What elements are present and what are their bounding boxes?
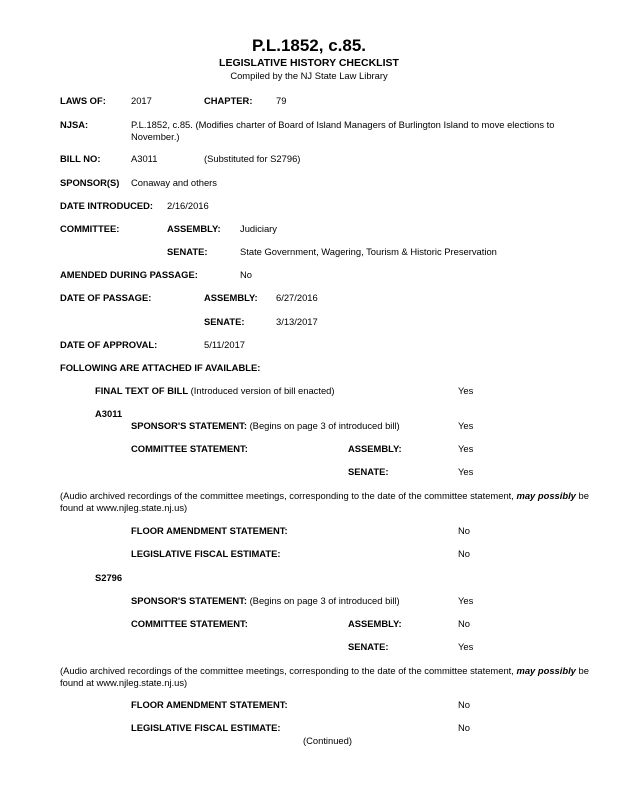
s2796-committee-label: COMMITTEE STATEMENT: — [131, 618, 248, 629]
a3011-sponsor-note: (Begins on page 3 of introduced bill) — [249, 420, 400, 431]
s2796-floor-label: FLOOR AMENDMENT STATEMENT: — [131, 699, 288, 710]
bill-substituted-note: (Substituted for S2796) — [204, 153, 301, 164]
s2796-assembly-value: No — [458, 618, 470, 629]
committee-senate-label: SENATE: — [167, 246, 208, 257]
committee-label: COMMITTEE: — [60, 223, 120, 234]
chapter-label: CHAPTER: — [204, 95, 253, 106]
bill-no-value: A3011 — [131, 153, 158, 164]
amended-label: AMENDED DURING PASSAGE: — [60, 269, 198, 280]
s2796-heading: S2796 — [95, 572, 123, 583]
njsa-value: P.L.1852, c.85. (Modifies charter of Board of Island Managers of Burlington Island to move elections to November.) — [131, 119, 555, 142]
final-text-label: FINAL TEXT OF BILL — [95, 385, 189, 396]
passage-label: DATE OF PASSAGE: — [60, 292, 152, 303]
document-title: P.L.1852, c.85. — [251, 36, 367, 55]
attached-heading: FOLLOWING ARE ATTACHED IF AVAILABLE: — [60, 362, 261, 373]
laws-of-value: 2017 — [131, 95, 152, 106]
a3011-sponsor-row — [131, 420, 400, 432]
date-introduced-value: 2/16/2016 — [167, 200, 209, 211]
a3011-fiscal-value: No — [458, 548, 470, 559]
a3011-sponsor-label: SPONSOR'S STATEMENT: — [131, 420, 247, 431]
document-subtitle: LEGISLATIVE HISTORY CHECKLIST — [219, 57, 399, 69]
a3011-audio-link-text: be found at www.njleg.state.nj.us) — [60, 490, 589, 513]
a3011-fiscal-label: LEGISLATIVE FISCAL ESTIMATE: — [131, 548, 281, 559]
a3011-audio-text: (Audio archived recordings of the committee meetings, corresponding to the date of the committee statement, — [60, 490, 517, 501]
a3011-audio-note — [60, 490, 605, 514]
passage-assembly-value: 6/27/2016 — [276, 292, 318, 303]
s2796-sponsor-label: SPONSOR'S STATEMENT: — [131, 595, 247, 606]
s2796-fiscal-label: LEGISLATIVE FISCAL ESTIMATE: — [131, 722, 281, 733]
compiled-by: Compiled by the NJ State Law Library — [230, 70, 388, 81]
s2796-audio-note — [60, 665, 605, 689]
bill-no-label: BILL NO: — [60, 153, 101, 164]
amended-value: No — [240, 269, 252, 280]
njsa-label: NJSA: — [60, 119, 89, 130]
a3011-senate-label: SENATE: — [348, 466, 389, 477]
passage-senate-value: 3/13/2017 — [276, 316, 318, 327]
laws-of-label: LAWS OF: — [60, 95, 106, 106]
approval-label: DATE OF APPROVAL: — [60, 339, 158, 350]
s2796-assembly-label: ASSEMBLY: — [348, 618, 402, 629]
date-introduced-label: DATE INTRODUCED: — [60, 200, 154, 211]
s2796-fiscal-value: No — [458, 722, 470, 733]
passage-assembly-label: ASSEMBLY: — [204, 292, 258, 303]
a3011-heading: A3011 — [95, 408, 123, 419]
committee-senate-value: State Government, Wagering, Tourism & Historic Preservation — [240, 246, 497, 257]
s2796-floor-value: No — [458, 699, 470, 710]
committee-assembly-value: Judiciary — [240, 223, 277, 234]
sponsors-label: SPONSOR(S) — [60, 177, 120, 188]
s2796-audio-emphasis: may possibly — [516, 665, 576, 676]
s2796-sponsor-value: Yes — [458, 595, 474, 606]
final-text-note: (Introduced version of bill enacted) — [190, 385, 335, 396]
s2796-sponsor-note: (Begins on page 3 of introduced bill) — [249, 595, 400, 606]
a3011-committee-label: COMMITTEE STATEMENT: — [131, 443, 248, 454]
s2796-sponsor-row — [131, 595, 400, 607]
a3011-floor-label: FLOOR AMENDMENT STATEMENT: — [131, 525, 288, 536]
chapter-value: 79 — [276, 95, 287, 106]
a3011-senate-value: Yes — [458, 466, 474, 477]
a3011-assembly-label: ASSEMBLY: — [348, 443, 402, 454]
final-text-row — [95, 385, 335, 397]
s2796-senate-label: SENATE: — [348, 641, 389, 652]
sponsors-value: Conaway and others — [131, 177, 217, 188]
a3011-audio-emphasis: may possibly — [516, 490, 576, 501]
approval-value: 5/11/2017 — [204, 339, 246, 350]
s2796-senate-value: Yes — [458, 641, 474, 652]
committee-assembly-label: ASSEMBLY: — [167, 223, 221, 234]
final-text-value: Yes — [458, 385, 474, 396]
a3011-assembly-value: Yes — [458, 443, 474, 454]
s2796-audio-text: (Audio archived recordings of the committee meetings, corresponding to the date of the committee statement, — [60, 665, 517, 676]
s2796-audio-link-text: be found at www.njleg.state.nj.us) — [60, 665, 589, 688]
a3011-sponsor-value: Yes — [458, 420, 474, 431]
a3011-floor-value: No — [458, 525, 470, 536]
continued-note: (Continued) — [303, 735, 352, 746]
passage-senate-label: SENATE: — [204, 316, 245, 327]
